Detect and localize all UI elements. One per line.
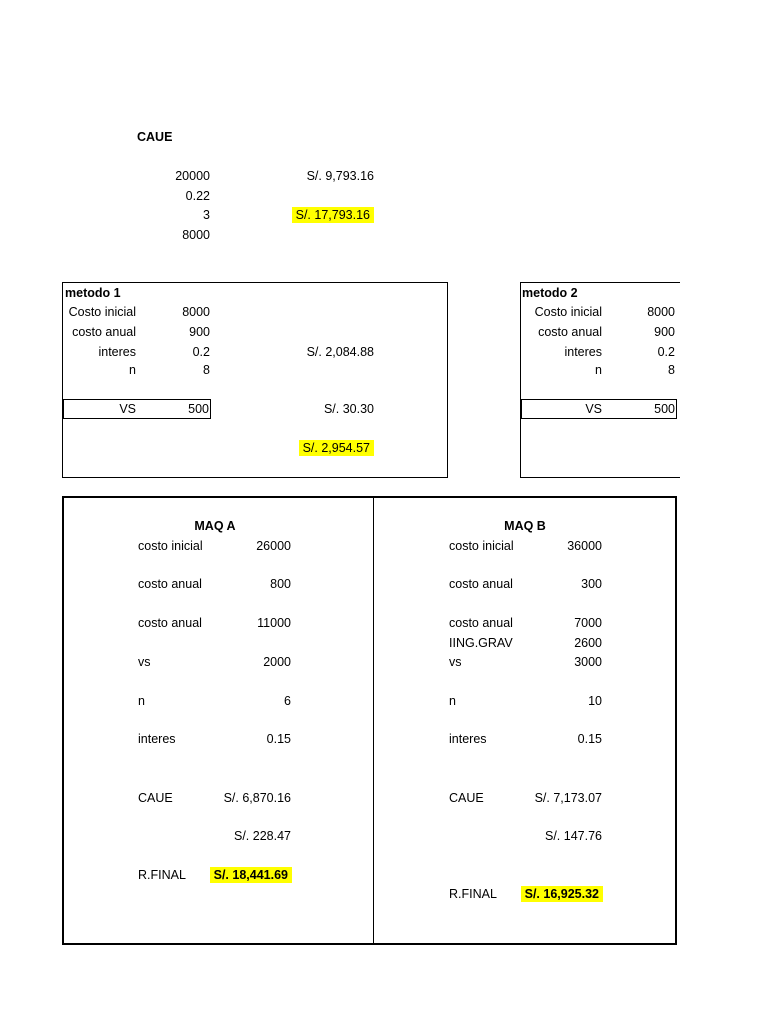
maq-a-label-final: R.FINAL (138, 868, 186, 882)
maq-b-extra: S/. 147.76 (545, 829, 602, 843)
maq-a-caue: S/. 6,870.16 (223, 791, 291, 805)
maq-b-label-final: R.FINAL (449, 887, 497, 901)
caue-value-2: 0.22 (185, 189, 210, 203)
metodo1-label-costo-inicial: Costo inicial (68, 305, 136, 319)
maq-a-interes: 0.15 (266, 732, 291, 746)
maq-a-label-costo-inicial: costo inicial (138, 539, 203, 553)
maq-a-label-caue: CAUE (138, 791, 173, 805)
metodo1-label-costo-anual: costo anual (72, 325, 136, 339)
metodo1-interes-result: S/. 2,084.88 (306, 345, 374, 359)
caue-result-1: S/. 9,793.16 (306, 169, 374, 183)
maq-a-vs: 2000 (263, 655, 291, 669)
maq-b-final-highlight: S/. 16,925.32 (521, 886, 603, 902)
maq-a-label-costo-anual-2: costo anual (138, 616, 202, 630)
metodo2-vs-label: VS (585, 402, 602, 416)
caue-result-2 (270, 207, 374, 223)
metodo2-label-n: n (595, 363, 602, 377)
maq-b-vs: 3000 (574, 655, 602, 669)
metodo2-value-costo-inicial: 8000 (647, 305, 675, 319)
metodo1-value-n: 8 (203, 363, 210, 377)
maq-b-title: MAQ B (504, 519, 546, 533)
metodo1-label-interes: interes (98, 345, 136, 359)
maq-b-label-n: n (449, 694, 456, 708)
maq-a-label-vs: vs (138, 655, 151, 669)
metodo1-final-highlight: S/. 2,954.57 (299, 440, 374, 456)
caue-result-2-highlight: S/. 17,793.16 (292, 207, 374, 223)
metodo1-value-costo-anual: 900 (189, 325, 210, 339)
caue-value-3: 3 (203, 208, 210, 222)
maq-a-label-costo-anual-1: costo anual (138, 577, 202, 591)
metodo1-title: metodo 1 (65, 286, 121, 300)
maq-b-costo-anual-1: 300 (581, 577, 602, 591)
maq-b-costo-inicial: 36000 (567, 539, 602, 553)
caue-value-4: 8000 (182, 228, 210, 242)
maq-b-iing-grav: 2600 (574, 636, 602, 650)
maq-a-costo-anual-1: 800 (270, 577, 291, 591)
maq-b-n: 10 (588, 694, 602, 708)
metodo2-title: metodo 2 (522, 286, 578, 300)
metodo1-final (270, 440, 374, 456)
metodo1-vs-value: 500 (188, 402, 209, 416)
maq-b-label-vs: vs (449, 655, 462, 669)
metodo1-value-interes: 0.2 (192, 345, 210, 359)
metodo2-vs-value: 500 (654, 402, 675, 416)
metodo2-label-costo-anual: costo anual (538, 325, 602, 339)
maq-b-interes: 0.15 (577, 732, 602, 746)
maq-a-final (195, 867, 292, 883)
metodo1-value-costo-inicial: 8000 (182, 305, 210, 319)
maq-a-costo-anual-2: 11000 (257, 616, 291, 630)
metodo2-label-costo-inicial: Costo inicial (534, 305, 602, 319)
maq-b-label-costo-inicial: costo inicial (449, 539, 514, 553)
maq-a-label-n: n (138, 694, 145, 708)
maq-b-label-caue: CAUE (449, 791, 484, 805)
maq-divider (373, 497, 374, 944)
maq-a-costo-inicial: 26000 (256, 539, 291, 553)
maq-b-caue: S/. 7,173.07 (534, 791, 602, 805)
metodo1-label-n: n (129, 363, 136, 377)
maq-b-label-iing-grav: IING.GRAV (449, 636, 513, 650)
maq-b-costo-anual-2: 7000 (574, 616, 602, 630)
metodo2-label-interes: interes (564, 345, 602, 359)
maq-b-final (505, 886, 603, 902)
maq-a-title: MAQ A (194, 519, 236, 533)
metodo2-value-interes: 0.2 (657, 345, 675, 359)
maq-a-label-interes: interes (138, 732, 176, 746)
maq-b-label-interes: interes (449, 732, 487, 746)
metodo1-vs-label: VS (119, 402, 136, 416)
maq-b-label-costo-anual-1: costo anual (449, 577, 513, 591)
metodo2-value-n: 8 (668, 363, 675, 377)
maq-a-extra: S/. 228.47 (234, 829, 291, 843)
maq-b-label-costo-anual-2: costo anual (449, 616, 513, 630)
caue-title: CAUE (137, 130, 173, 144)
maq-a-n: 6 (284, 694, 291, 708)
caue-value-1: 20000 (175, 169, 210, 183)
metodo1-vs-result: S/. 30.30 (323, 402, 374, 416)
metodo2-value-costo-anual: 900 (654, 325, 675, 339)
maq-a-final-highlight: S/. 18,441.69 (210, 867, 292, 883)
